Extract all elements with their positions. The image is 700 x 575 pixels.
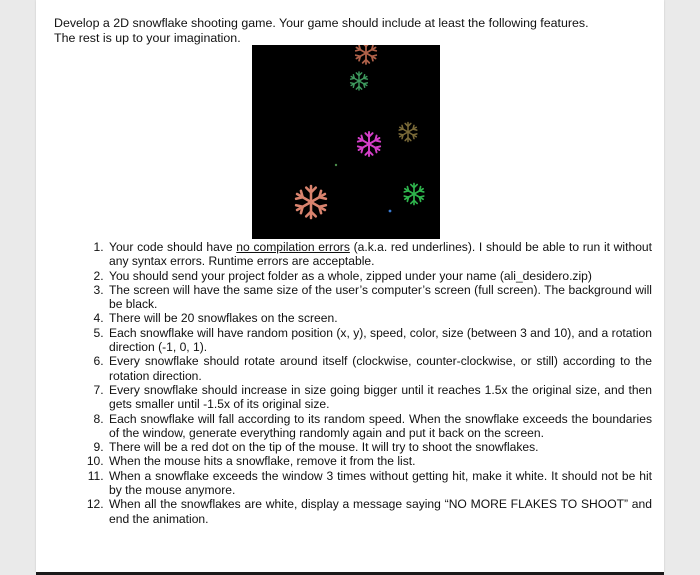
snowflake-icon xyxy=(404,184,424,205)
list-item: 6. Every snowflake should rotate around itself (clockwise, counter-clockwise, or still) according to the rotation direction. xyxy=(107,354,652,383)
list-item: 4. There will be 20 snowflakes on the screen. xyxy=(107,311,652,325)
list-item: 1. Your code should have no compilation errors (a.k.a. red underlines). I should be able to run it without any syntax errors. Runtime errors are acceptable. xyxy=(107,240,652,269)
list-item: 12. When all the snowflakes are white, display a message saying “NO MORE FLAKES TO SHOOT” and end the animation. xyxy=(107,497,652,526)
snowflake-icon xyxy=(296,186,326,218)
snowflake-canvas xyxy=(252,45,440,239)
list-item: 2. You should send your project folder as a whole, zipped under your name (ali_desidero.zip) xyxy=(107,269,652,283)
speck xyxy=(389,210,392,213)
snowflake-icon xyxy=(356,45,376,64)
underlined-phrase: no compilation errors xyxy=(236,240,350,254)
intro-line-2: The rest is up to your imagination. xyxy=(54,31,241,45)
snowflake-icon xyxy=(399,123,417,142)
intro-text xyxy=(54,16,654,46)
game-preview-image xyxy=(252,45,440,239)
list-item: 11. When a snowflake exceeds the window 3 times without getting hit, make it white. It should not be hit by the mouse anymore. xyxy=(107,469,652,498)
speck xyxy=(335,164,337,166)
snowflake-icon xyxy=(351,72,368,90)
list-item: 7. Every snowflake should increase in size going bigger until it reaches 1.5x the original size, and then gets smaller until -1.5x of its original size. xyxy=(107,383,652,412)
list-item: 5. Each snowflake will have random position (x, y), speed, color, size (between 3 and 10), and a rotation direction (-1, 0, 1). xyxy=(107,326,652,355)
list-item: 10. When the mouse hits a snowflake, remove it from the list. xyxy=(107,454,652,468)
list-item: 8. Each snowflake will fall according to its random speed. When the snowflake exceeds the boundaries of the window, generate everything randomly again and put it back on the screen. xyxy=(107,412,652,441)
intro-line-1: Develop a 2D snowflake shooting game. Your game should include at least the following features. xyxy=(54,16,589,30)
snowflake-icon xyxy=(358,132,380,156)
list-item: 9. There will be a red dot on the tip of the mouse. It will try to shoot the snowflakes. xyxy=(107,440,652,454)
feature-list xyxy=(75,240,652,526)
list-item: 3. The screen will have the same size of the user’s computer’s screen (full screen). The background will be black. xyxy=(107,283,652,312)
